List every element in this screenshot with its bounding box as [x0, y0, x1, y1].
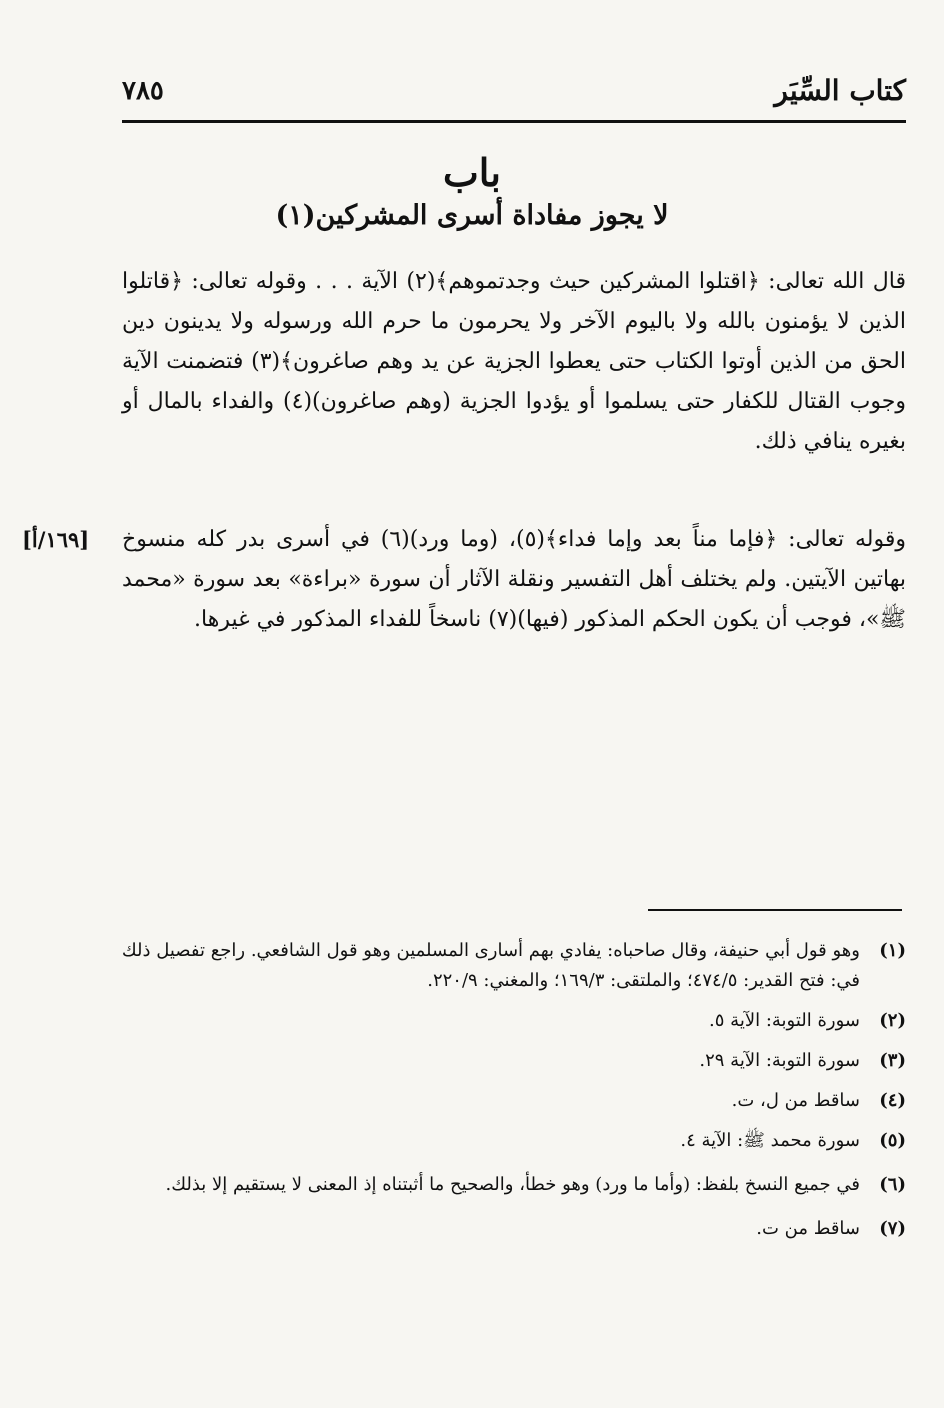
footnote-6: [120, 1170, 906, 1200]
footnote-text: سورة التوبة: الآية ٢٩.: [699, 1050, 860, 1071]
footnote-text: ساقط من ل، ت.: [731, 1090, 860, 1111]
footnote-7: [120, 1214, 906, 1244]
footnote-2: [120, 1006, 906, 1036]
footnote-text: ساقط من ت.: [756, 1218, 860, 1239]
footnote-number: (٦): [879, 1174, 906, 1195]
chapter-subtitle: لا يجوز مفاداة أسرى المشركين(١): [275, 200, 669, 231]
footnote-number: (٥): [879, 1130, 906, 1151]
manuscript-folio-reference: [١٦٩/أ]: [22, 527, 90, 552]
footnote-number: (١): [879, 940, 906, 961]
page-number: ٧٨٥: [122, 76, 164, 106]
footnote-text: سورة التوبة: الآية ٥.: [709, 1010, 860, 1031]
footnote-text: وهو قول أبي حنيفة، وقال صاحباه: يفادي بهم أسارى المسلمين وهو قول الشافعي. راجع تفصيل ذلك في: فتح القدير: ٤٧٤/٥؛ والملتقى: ١٦٩/٣؛ والمغني: ٢٢٠/٩.: [121, 940, 860, 991]
footnote-4: [120, 1086, 906, 1116]
footnote-text: في جميع النسخ بلفظ: (وأما ما ورد) وهو خطأ، والصحيح ما أثبتناه إذ المعنى لا يستقيم إلا بذلك.: [165, 1174, 860, 1195]
footnote-number: (٤): [879, 1090, 906, 1111]
footnote-text: سورة محمد ﷺ: الآية ٤.: [680, 1130, 860, 1151]
footnote-number: (٣): [879, 1050, 906, 1071]
footnote-3: [120, 1046, 906, 1076]
body-paragraph-1: قال الله تعالى: ﴿اقتلوا المشركين حيث وجدتموهم﴾(٢) الآية . . . وقوله تعالى: ﴿قاتلوا الذين لا يؤمنون بالله ولا باليوم الآخر ولا يحرمون ما حرم الله ورسوله ولا يدينون دين الحق من الذين أوتوا الكتاب حتى يعطوا الجزية عن يد وهم صاغرون﴾(٣) فتضمنت الآية وجوب القتال للكفار حتى يسلموا أو يؤدوا الجزية (وهم صاغرون)(٤) والفداء بالمال أو بغيره ينافي ذلك.: [122, 269, 907, 454]
footnotes-list: [120, 936, 906, 1254]
running-title: كتاب السِّيَر: [774, 74, 906, 107]
footnote-5: [120, 1126, 906, 1156]
footnote-number: (٧): [879, 1218, 906, 1239]
footnote-number: (٢): [879, 1010, 906, 1031]
footnote-divider: [648, 909, 902, 911]
body-paragraph-2: وقوله تعالى: ﴿فإما مناً بعد وإما فداء﴾(٥)، (وما ورد)(٦) في أسرى بدر كله منسوخ بهاتين الآيتين. ولم يختلف أهل التفسير ونقلة الآثار أن سورة «براءة» بعد سورة «محمد ﷺ»، فوجب أن يكون الحكم المذكور (فيها)(٧) ناسخاً للفداء المذكور في غيرها.: [122, 527, 906, 632]
chapter-heading: باب: [443, 150, 501, 195]
footnote-1: [120, 936, 906, 996]
page-header: [122, 74, 906, 123]
